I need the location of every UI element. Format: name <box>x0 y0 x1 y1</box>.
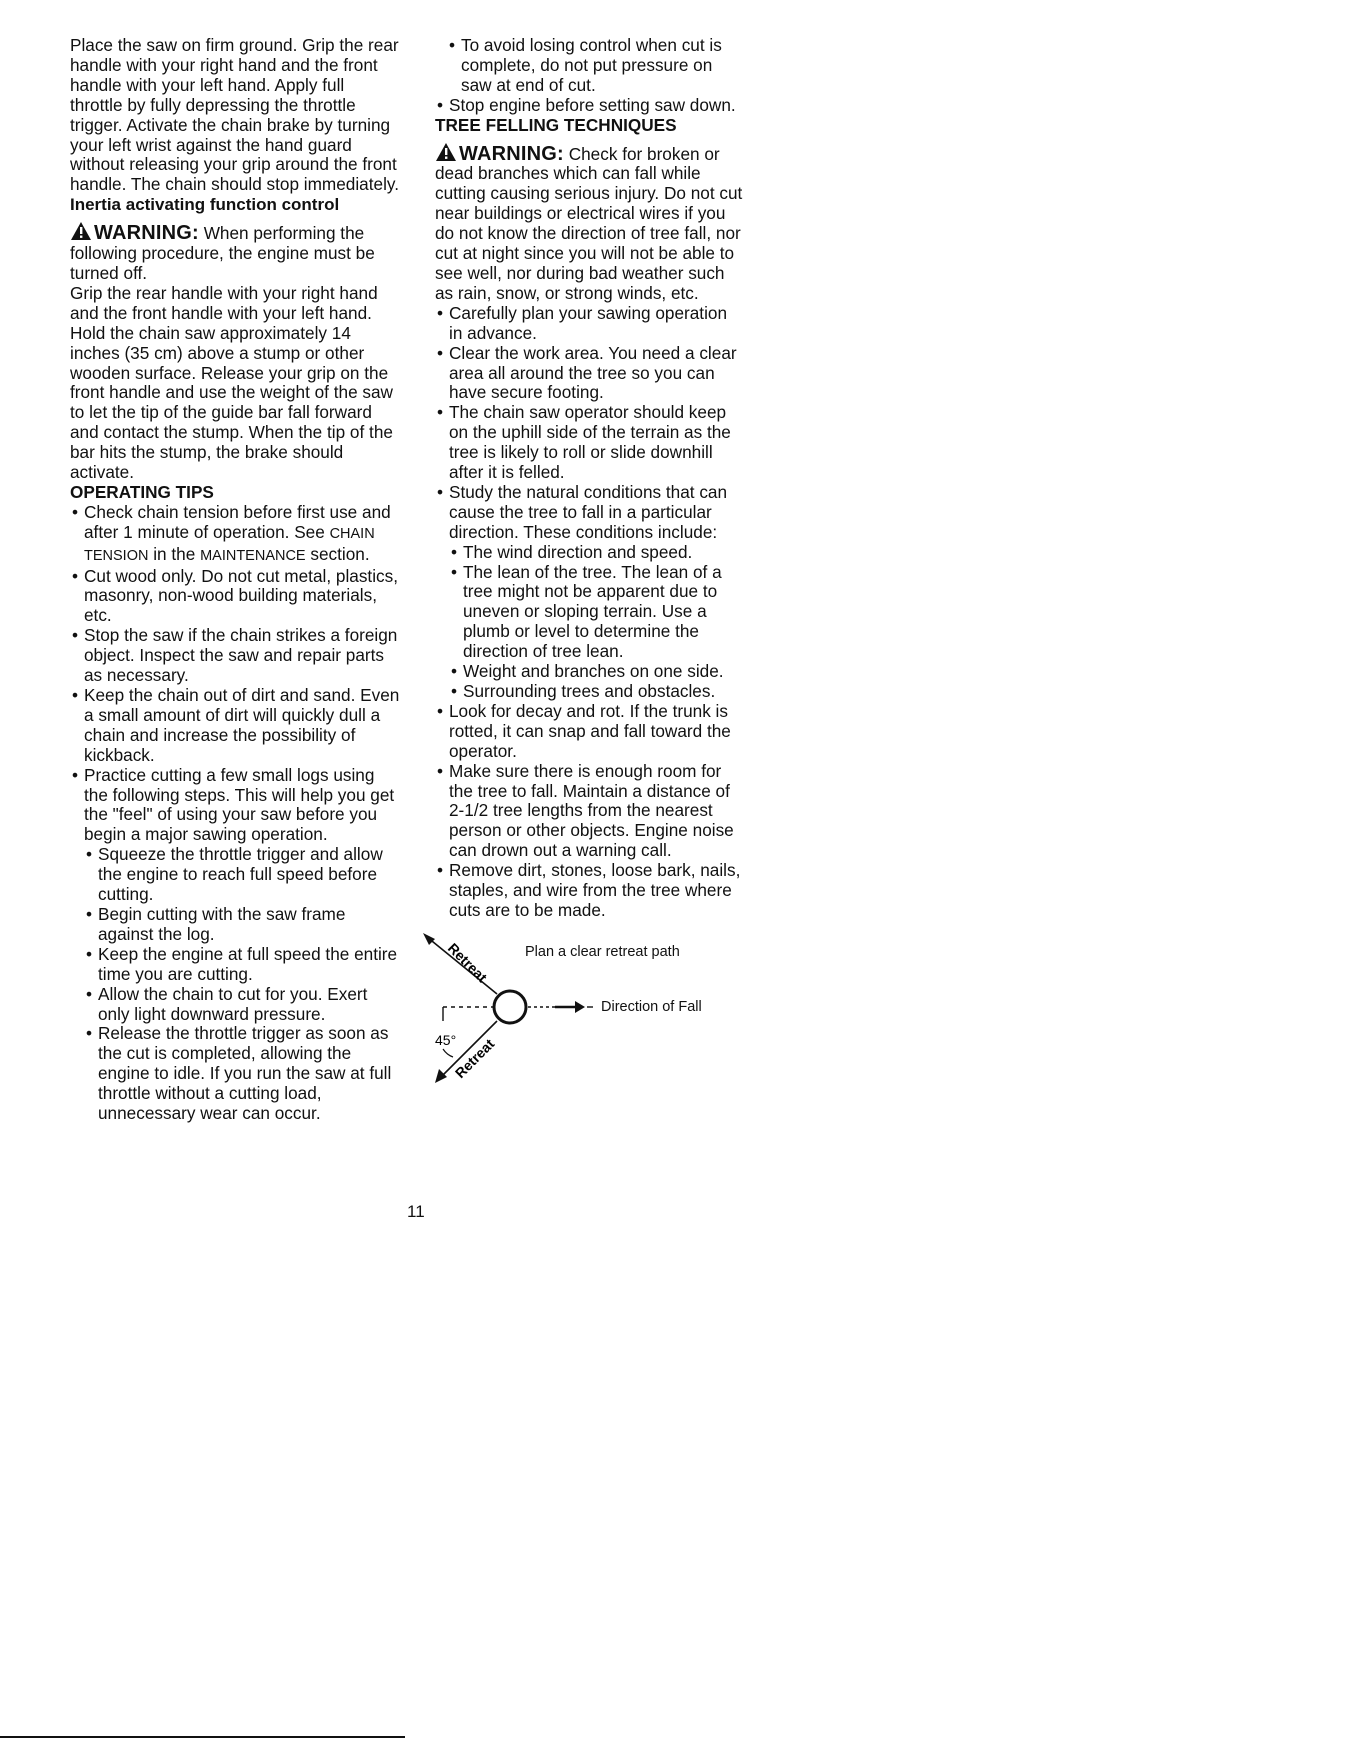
list-item: • Carefully plan your sawing operation in advance. <box>435 304 745 344</box>
list-item: • Study the natural conditions that can cause the tree to fall in a particular direction. These conditions include: <box>435 483 745 543</box>
list-item: • Surrounding trees and obstacles. <box>449 682 745 702</box>
list-item: • The wind direction and speed. <box>449 543 745 563</box>
list-item: • Begin cutting with the saw frame against the log. <box>84 905 400 945</box>
direction-of-fall-label: Direction of Fall <box>601 998 702 1015</box>
fall-arrowhead <box>575 1001 585 1013</box>
warning-block <box>70 221 400 284</box>
upper-retreat-label: Retreat <box>444 939 491 986</box>
inertia-heading: Inertia activating function control <box>70 195 340 215</box>
list-item: • Allow the chain to cut for you. Exert only light downward pressure. <box>84 985 400 1025</box>
practice-steps-list <box>84 845 400 1124</box>
bottom-rule <box>0 1736 405 1738</box>
angle-label: 45° <box>435 1031 457 1048</box>
list-item: • Keep the engine at full speed the entire time you are cutting. <box>84 945 400 985</box>
angle-arc <box>443 1049 453 1057</box>
list-item: • Practice cutting a few small logs using the following steps. This will help you get the "feel" of using your saw before you begin a major sawing operation. <box>70 766 400 846</box>
list-item: • Make sure there is enough room for the tree to fall. Maintain a distance of 2-1/2 tree lengths from the nearest person or other objects. Engine noise can drown out a warning call. <box>435 762 745 862</box>
list-item: • Remove dirt, stones, loose bark, nails, staples, and wire from the tree where cuts are to be made. <box>435 861 745 921</box>
warning-triangle-icon <box>435 142 457 162</box>
list-item: • To avoid losing control when cut is complete, do not put pressure on saw at end of cut. <box>447 36 745 96</box>
operating-tips-heading: OPERATING TIPS <box>70 481 214 502</box>
grip-paragraph: Grip the rear handle with your right hand and the front handle with your left hand. Hold the chain saw approximately 14 inches (35 cm) above a stump or other wooden surface. Release your grip on the front handle and use the weight of the saw to let the tip of the guide bar fall forward and contact the stump. When the tip of the bar hits the stump, the brake should activate. <box>70 282 393 483</box>
list-item: • Check chain tension before first use and after 1 minute of operation. See CHAIN TENSION in the MAINTENANCE section. <box>70 503 400 567</box>
warning-text: Check for broken or dead branches which can fall while cutting causing serious injury. Do not cut near buildings or electrical wires if you do not know the direction of tree fall, nor cut at night since you will not be able to see well, nor during bad weather such as rain, snow, or strong winds, etc. <box>435 143 743 303</box>
plan-retreat-label: Plan a clear retreat path <box>525 943 680 960</box>
list-item: • Keep the chain out of dirt and sand. Even a small amount of dirt will quickly dull a chain and increase the possibility of kickback. <box>70 686 400 766</box>
list-item: • Release the throttle trigger as soon as the cut is completed, allowing the engine to idle. If you run the saw at full throttle without a cutting load, unnecessary wear can occur. <box>84 1024 400 1124</box>
list-item: • Stop engine before setting saw down. <box>435 96 745 116</box>
list-item: • The chain saw operator should keep on the uphill side of the terrain as the tree is likely to roll or slide downhill after it is felled. <box>435 403 745 483</box>
warning-block <box>435 142 745 304</box>
list-item: • Squeeze the throttle trigger and allow the engine to reach full speed before cutting. <box>84 845 400 905</box>
warning-text: When performing the following procedure, the engine must be turned off. <box>70 223 375 283</box>
page-number: 11 <box>407 1202 425 1221</box>
tree-circle <box>494 991 526 1023</box>
list-item: • Stop the saw if the chain strikes a foreign object. Inspect the saw and repair parts as necessary. <box>70 626 400 686</box>
top-sub-list <box>447 36 745 96</box>
conditions-list <box>449 543 745 702</box>
top-list <box>435 96 745 116</box>
warning-label: WARNING: <box>94 222 199 245</box>
lower-retreat-arrowhead <box>435 1069 447 1083</box>
felling-list-continued <box>435 702 745 921</box>
warning-triangle-icon <box>70 221 92 241</box>
list-item: • Cut wood only. Do not cut metal, plastics, masonry, non-wood building materials, etc. <box>70 567 400 627</box>
lower-retreat-label: Retreat <box>451 1035 498 1081</box>
intro-paragraph: Place the saw on firm ground. Grip the rear handle with your right hand and the front handle with your left hand. Apply full throttle by fully depressing the throttle trigger. Activate the chain brake by turning your left wrist against the hand guard without releasing your grip around the front handle. The chain should stop immediately. <box>70 35 399 195</box>
right-column <box>435 36 745 1099</box>
felling-list <box>435 304 745 543</box>
list-item: • Weight and branches on one side. <box>449 662 745 682</box>
upper-retreat-arrowhead <box>423 933 435 945</box>
left-column <box>70 36 400 1124</box>
tree-felling-heading: TREE FELLING TECHNIQUES <box>435 114 677 135</box>
list-item: • The lean of the tree. The lean of a tree might not be apparent due to uneven or sloping terrain. Use a plumb or level to determine the direction of tree lean. <box>449 563 745 663</box>
list-item: • Clear the work area. You need a clear area all around the tree so you can have secure footing. <box>435 344 745 404</box>
retreat-path-diagram <box>415 929 715 1099</box>
list-item: • Look for decay and rot. If the trunk is rotted, it can snap and fall toward the operator. <box>435 702 745 762</box>
warning-label: WARNING: <box>459 142 564 165</box>
operating-tips-list <box>70 503 400 845</box>
